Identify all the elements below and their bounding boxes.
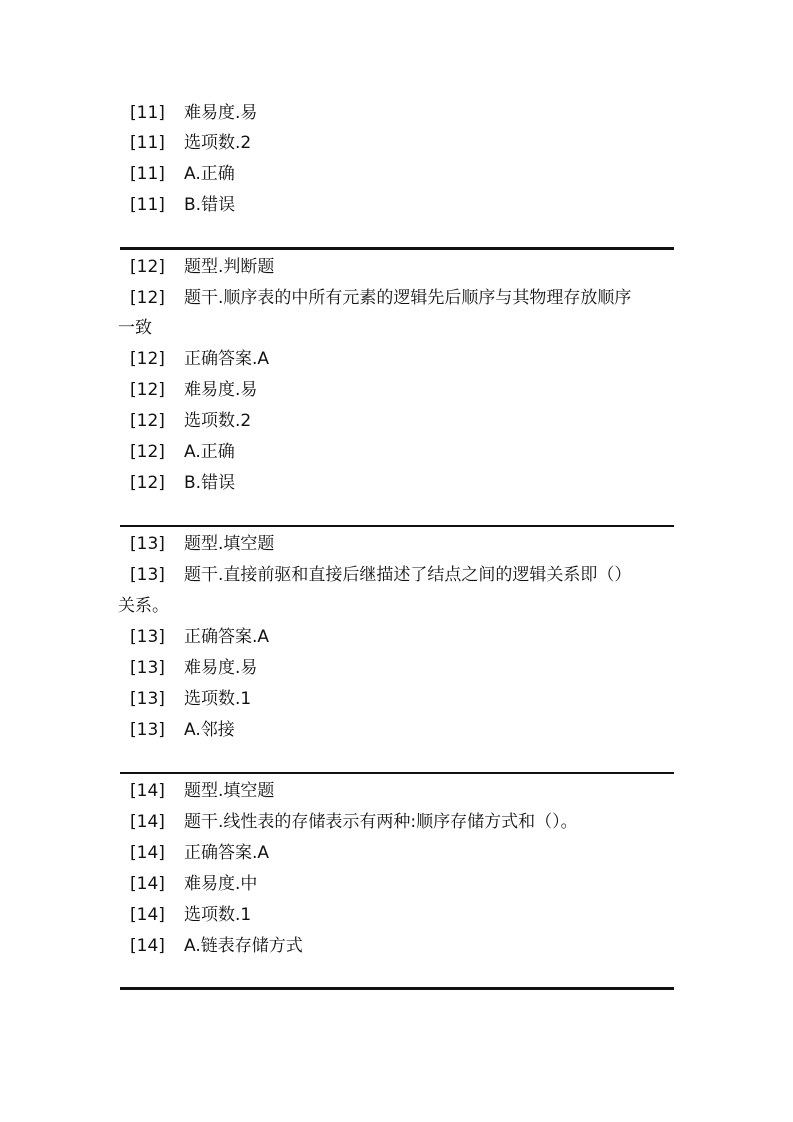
question-line — [130, 688, 690, 710]
line-text: 难易度.易 — [184, 658, 258, 678]
question-line — [130, 873, 690, 895]
question-number: [14] — [130, 874, 165, 894]
section-divider — [120, 525, 674, 527]
line-text: 题干.线性表的存储表示有两种:顺序存储方式和（）。 — [184, 812, 578, 832]
question-number: [12] — [130, 442, 165, 462]
question-line — [130, 410, 690, 432]
line-continuation: 关系。 — [118, 596, 169, 616]
line-text: 正确答案.A — [184, 627, 270, 647]
line-text: 正确答案.A — [184, 843, 270, 863]
question-line — [130, 194, 690, 216]
question-line — [130, 719, 690, 741]
question-line — [130, 904, 690, 926]
question-number: [13] — [130, 565, 165, 585]
question-number: [14] — [130, 781, 165, 801]
line-text: B.错误 — [184, 473, 236, 493]
line-text: 正确答案.A — [184, 349, 270, 369]
line-text: 题型.判断题 — [184, 257, 275, 277]
question-number: [14] — [130, 812, 165, 832]
question-line — [130, 935, 690, 957]
line-text: 选项数.2 — [184, 411, 252, 431]
question-line — [130, 811, 690, 833]
question-number: [13] — [130, 534, 165, 554]
question-number: [13] — [130, 658, 165, 678]
line-text: 选项数.2 — [184, 133, 252, 153]
line-text: 难易度.易 — [184, 103, 258, 123]
line-text: 题型.填空题 — [184, 781, 275, 801]
question-number: [12] — [130, 473, 165, 493]
question-line — [130, 564, 690, 586]
section-divider — [120, 772, 674, 774]
line-text: 难易度.中 — [184, 874, 258, 894]
question-number: [12] — [130, 380, 165, 400]
question-line — [130, 287, 690, 309]
question-number: [13] — [130, 689, 165, 709]
question-line — [130, 626, 690, 648]
line-continuation: 一致 — [118, 318, 152, 338]
line-text: 题型.填空题 — [184, 534, 275, 554]
question-line — [130, 102, 690, 124]
question-line — [130, 132, 690, 154]
line-text: A.邻接 — [184, 720, 235, 740]
question-line — [130, 842, 690, 864]
question-number: [11] — [130, 103, 165, 123]
question-line — [130, 348, 690, 370]
line-text: 难易度.易 — [184, 380, 258, 400]
section-divider — [120, 247, 674, 250]
section-divider — [120, 987, 674, 990]
question-number: [11] — [130, 164, 165, 184]
question-line — [130, 472, 690, 494]
question-line — [130, 163, 690, 185]
question-number: [12] — [130, 349, 165, 369]
question-line — [130, 379, 690, 401]
line-text: 选项数.1 — [184, 905, 252, 925]
question-line — [130, 441, 690, 463]
question-number: [14] — [130, 936, 165, 956]
question-number: [13] — [130, 627, 165, 647]
question-number: [11] — [130, 195, 165, 215]
question-number: [12] — [130, 411, 165, 431]
line-text: 选项数.1 — [184, 689, 252, 709]
question-line — [130, 657, 690, 679]
question-line — [130, 780, 690, 802]
question-number: [12] — [130, 288, 165, 308]
question-number: [12] — [130, 257, 165, 277]
line-text: 题干.顺序表的中所有元素的逻辑先后顺序与其物理存放顺序 — [184, 288, 632, 308]
line-text: B.错误 — [184, 195, 236, 215]
line-text: A.链表存储方式 — [184, 936, 303, 956]
question-line — [130, 256, 690, 278]
question-line — [130, 533, 690, 555]
line-text: A.正确 — [184, 442, 235, 462]
question-number: [11] — [130, 133, 165, 153]
question-number: [14] — [130, 843, 165, 863]
line-text: A.正确 — [184, 164, 235, 184]
line-text: 题干.直接前驱和直接后继描述了结点之间的逻辑关系即（） — [184, 565, 632, 585]
question-number: [13] — [130, 720, 165, 740]
question-number: [14] — [130, 905, 165, 925]
